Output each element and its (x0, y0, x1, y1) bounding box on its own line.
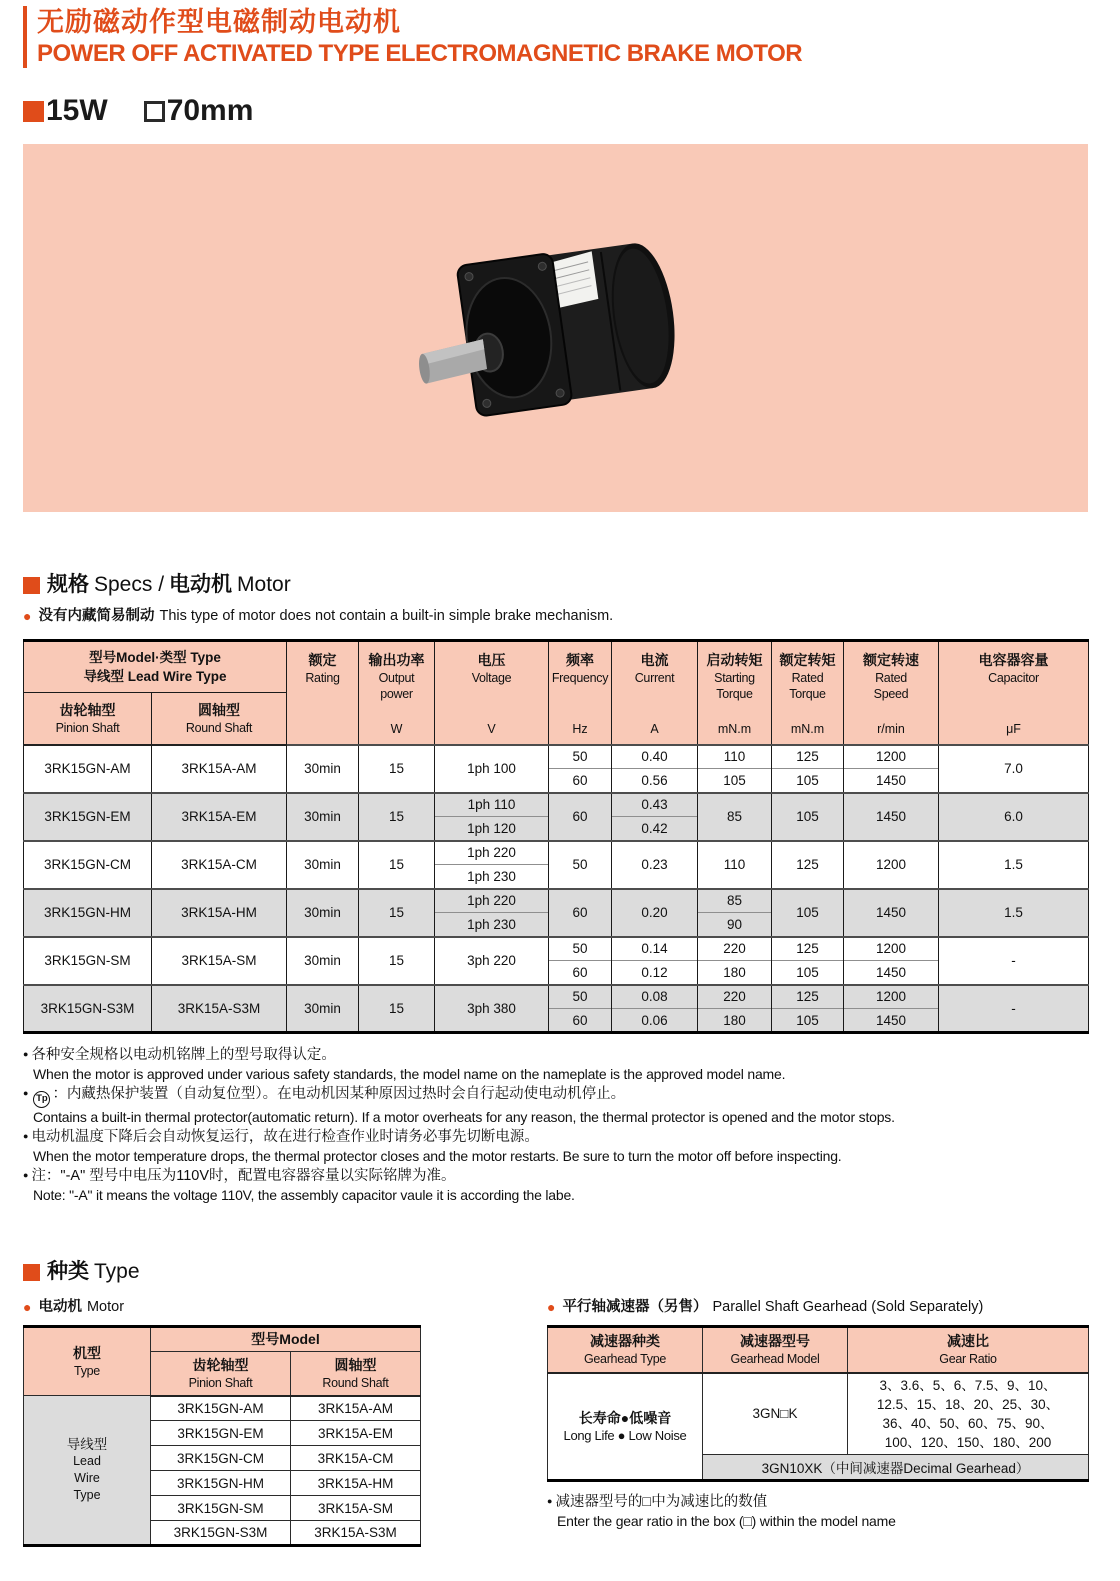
spec-cell: 30min (287, 793, 359, 841)
spec-cell: 1ph 110 (435, 793, 549, 817)
spec-cell: 105 (772, 769, 844, 793)
header-content (361, 644, 432, 742)
gearhead-column-header (548, 1327, 703, 1373)
header-zh: 电压 (477, 651, 506, 668)
spec-cell: 1200 (844, 985, 939, 1009)
spec-row (24, 793, 1089, 817)
motor-bullet-en: Motor (86, 1299, 125, 1315)
spec-cell: 1200 (844, 841, 939, 889)
spec-cell: 50 (549, 937, 612, 961)
wattage-label: 15W (46, 94, 108, 127)
note-line-en: Note: "-A" it means the voltage 110V, the assembly capacitor vaule it is according the labe. (33, 1187, 575, 1203)
header-en: Rated (791, 670, 824, 685)
spec-cell: 3RK15A-CM (152, 841, 287, 889)
spec-cell: 0.43 (612, 793, 698, 817)
spec-row (24, 985, 1089, 1009)
spec-cell: 1ph 220 (435, 889, 549, 913)
header-en: Torque (789, 686, 826, 701)
header-content (614, 644, 695, 742)
spec-column-header (287, 641, 359, 745)
header-en: Rating (305, 670, 340, 685)
motor-spec-table (23, 639, 1089, 1034)
spec-cell: 1450 (844, 769, 939, 793)
spec-cell: 3RK15GN-AM (24, 745, 152, 793)
header-en: power (380, 686, 413, 701)
page-title-en: POWER OFF ACTIVATED TYPE ELECTROMAGNETIC BRAKE MOTOR (37, 40, 803, 67)
header-unit: mN.m (717, 721, 752, 736)
header-zh: 电流 (640, 651, 669, 668)
spec-cell: 3RK15A-AM (152, 745, 287, 793)
spec-cell: 1200 (844, 745, 939, 769)
specs-heading-en: Specs / (94, 573, 165, 596)
bullet-dot-icon: ● (23, 1170, 29, 1180)
spec-cell: 110 (698, 745, 772, 769)
spec-column-header (844, 641, 939, 745)
spec-cell: 15 (359, 985, 435, 1033)
spec-cell: 1ph 230 (435, 913, 549, 937)
note-line-en: When the motor is approved under various safety standards, the model name on the nameplate is the approved model name. (33, 1066, 786, 1082)
header-unit: A (650, 721, 659, 736)
header-unit: V (487, 721, 496, 736)
spec-cell: 0.08 (612, 985, 698, 1009)
note-line-en: Enter the gear ratio in the box (□) within the model name (557, 1512, 896, 1529)
spec-cell: 0.20 (612, 889, 698, 937)
model-cell: 3RK15A-EM (291, 1421, 421, 1446)
specs-bullet-en: This type of motor does not contain a built-in simple brake mechanism. (159, 608, 614, 624)
header-content (941, 644, 1086, 742)
gear-ratio-cell (848, 1373, 1089, 1455)
specs-heading-en2: Motor (237, 573, 291, 596)
model-cell: 3RK15GN-EM (151, 1421, 291, 1446)
note-line-zh: ● 各种安全规格以电动机铭牌上的型号取得认定。 (23, 1047, 336, 1063)
header-zh: 频率 (566, 651, 594, 668)
model-cell: 3RK15GN-SM (151, 1496, 291, 1521)
spec-cell: 50 (549, 985, 612, 1009)
spec-cell: 125 (772, 937, 844, 961)
spec-cell: 1450 (844, 889, 939, 937)
spec-cell: 60 (549, 769, 612, 793)
spec-row (24, 745, 1089, 769)
spec-cell: - (939, 937, 1089, 985)
spec-cell: 60 (549, 793, 612, 841)
header-en: Gearhead Model (730, 1352, 820, 1367)
gearhead-column-header (703, 1327, 848, 1373)
spec-cell: 85 (698, 793, 772, 841)
header-en: Frequency (551, 670, 609, 685)
spec-cell: 3RK15GN-SM (24, 937, 152, 985)
spec-column-header (435, 641, 549, 745)
gearhead-type-cell (548, 1373, 703, 1481)
spec-cell: 1ph 100 (435, 745, 549, 793)
model-cell: 3RK15GN-HM (151, 1471, 291, 1496)
header-content (700, 644, 769, 742)
types-section (23, 1289, 1088, 1547)
bullet-dot-icon: ● (23, 1131, 29, 1141)
header-unit: r/min (877, 721, 905, 736)
product-banner (23, 144, 1088, 512)
bullet-dot-icon: ● (23, 1049, 29, 1059)
lead-en: Wire (74, 1471, 100, 1485)
bullet-dot-icon: ● (547, 1495, 553, 1506)
header-zh: 圆轴型 (334, 1356, 377, 1373)
spec-cell: 1ph 120 (435, 817, 549, 841)
header-en: Rated (875, 670, 907, 685)
specs-bullet-zh: 没有内藏简易制动 (38, 608, 155, 624)
size-line (23, 94, 1088, 128)
model-type-header (24, 641, 287, 693)
header-zh: 机型 (73, 1345, 101, 1361)
spec-cell: 0.23 (612, 841, 698, 889)
spec-cell: 3RK15A-SM (152, 937, 287, 985)
header-content (846, 644, 936, 742)
model-cell: 3RK15GN-S3M (151, 1521, 291, 1546)
specs-bullet-line (23, 607, 1088, 626)
header-zh: 输出功率 (368, 651, 425, 668)
header-en: Current (634, 670, 675, 685)
filled-square-icon (23, 101, 44, 122)
gear-ratio-line: 3、3.6、5、6、7.5、9、10、 (879, 1377, 1057, 1393)
gearhead-column-header (848, 1327, 1089, 1373)
spec-column-header (612, 641, 698, 745)
spec-cell: 1200 (844, 937, 939, 961)
header-zh: 减速器种类 (590, 1333, 660, 1350)
spec-cell: 60 (549, 889, 612, 937)
model-cell: 3RK15GN-AM (151, 1396, 291, 1421)
header-en: Starting (714, 670, 755, 685)
model-row (24, 1396, 421, 1421)
motor-type-table (23, 1325, 421, 1547)
note-line-en: When the motor temperature drops, the thermal protector closes and the motor restarts. Be sure to turn the motor off before inspecting. (33, 1148, 842, 1164)
frame-size-label: 70mm (166, 94, 254, 127)
note-line-zh: ● 减速器型号的□中为减速比的数值 (547, 1493, 768, 1510)
spec-cell: 180 (698, 1009, 772, 1033)
spec-cell: 90 (698, 913, 772, 937)
spec-cell: 105 (772, 889, 844, 937)
model-cell: 3RK15A-CM (291, 1446, 421, 1471)
spec-cell: 220 (698, 985, 772, 1009)
spec-cell: 3RK15A-S3M (152, 985, 287, 1033)
spec-row (24, 937, 1089, 961)
spec-row (24, 841, 1089, 865)
header-zh: 齿轮轴型 (192, 1356, 249, 1373)
spec-cell: 30min (287, 841, 359, 889)
model-cell: 3RK15A-HM (291, 1471, 421, 1496)
spec-cell: 30min (287, 745, 359, 793)
model-header-line: 型号Model·类型 Type (89, 650, 221, 665)
header-en: Pinion Shaft (188, 1375, 253, 1390)
machine-type-header (24, 1327, 151, 1396)
gearhead-note (547, 1492, 1088, 1531)
header-zh: 电容器容量 (978, 651, 1049, 668)
spec-cell: - (939, 985, 1089, 1033)
spec-cell: 125 (772, 985, 844, 1009)
lead-wire-type-cell (24, 1396, 151, 1546)
spec-cell: 180 (698, 961, 772, 985)
gearhead-type-en: Long Life ● Low Noise (563, 1427, 687, 1443)
header-en: Type (74, 1364, 100, 1378)
gearhead-bullet-en: Parallel Shaft Gearhead (Sold Separately) (712, 1299, 984, 1315)
header-en: Torque (716, 686, 753, 701)
frame-square-icon (144, 101, 165, 122)
gearhead-row (548, 1373, 1089, 1455)
round-shaft-header (152, 693, 287, 745)
header-content (551, 644, 609, 742)
header-zh: 额定转矩 (779, 651, 836, 668)
page-header (23, 6, 1088, 68)
header-unit: Hz (572, 721, 588, 736)
spec-cell: 15 (359, 745, 435, 793)
gear-ratio-line: 100、120、150、180、200 (884, 1434, 1052, 1450)
spec-column-header (549, 641, 612, 745)
spec-cell: 30min (287, 985, 359, 1033)
note-line-zh: ● 电动机温度下降后会自动恢复运行，故在进行检查作业时请务必事先切断电源。 (23, 1129, 539, 1145)
page-title-zh: 无励磁动作型电磁制动电动机 (37, 7, 401, 37)
spec-cell: 1450 (844, 1009, 939, 1033)
header-en: Round Shaft (185, 720, 253, 735)
spec-cell: 50 (549, 745, 612, 769)
model-cell: 3RK15GN-CM (151, 1446, 291, 1471)
gearhead-bullet-line (547, 1298, 1088, 1317)
header-en: Output (378, 670, 415, 685)
note-line-zh: ● Tp ：内藏热保护装置（自动复位型）。在电动机因某种原因过热时会自行起动使电动机停止。 (23, 1084, 1088, 1108)
spec-cell: 3ph 220 (435, 937, 549, 985)
lead-en: Type (73, 1488, 101, 1502)
motor-photo (406, 213, 706, 443)
model-cell: 3RK15A-SM (291, 1496, 421, 1521)
spec-cell: 220 (698, 937, 772, 961)
spec-cell: 15 (359, 889, 435, 937)
spec-cell: 1450 (844, 793, 939, 841)
model-header-line: 导线型 Lead Wire Type (83, 669, 227, 684)
lead-zh: 导线型 (66, 1437, 108, 1452)
section-square-icon (23, 1264, 40, 1281)
spec-cell: 1.5 (939, 841, 1089, 889)
spec-cell: 3RK15GN-EM (24, 793, 152, 841)
header-unit: W (390, 721, 403, 736)
spec-column-header (698, 641, 772, 745)
header-en: Speed (873, 686, 909, 701)
header-content (774, 644, 841, 742)
spec-cell: 1450 (844, 961, 939, 985)
spec-cell: 0.12 (612, 961, 698, 985)
header-unit: mN.m (790, 721, 825, 736)
spec-cell: 125 (772, 841, 844, 889)
spec-cell: 6.0 (939, 793, 1089, 841)
spec-cell: 15 (359, 841, 435, 889)
model-cell: 3RK15A-AM (291, 1396, 421, 1421)
spec-cell: 60 (549, 961, 612, 985)
spec-cell: 30min (287, 937, 359, 985)
header-zh: 额定转速 (863, 651, 919, 668)
header-content (437, 644, 546, 742)
spec-cell: 15 (359, 793, 435, 841)
spec-cell: 0.06 (612, 1009, 698, 1033)
spec-column-header (772, 641, 844, 745)
gear-ratio-line: 36、40、50、60、75、90、 (882, 1415, 1054, 1431)
spec-cell: 0.56 (612, 769, 698, 793)
gearhead-block (547, 1289, 1088, 1547)
spec-cell: 3RK15GN-S3M (24, 985, 152, 1033)
spec-cell: 3RK15GN-HM (24, 889, 152, 937)
gearhead-type-zh: 长寿命●低噪音 (578, 1409, 672, 1426)
header-en: Round Shaft (322, 1375, 389, 1390)
header-zh: 减速比 (947, 1333, 989, 1350)
spec-column-header (939, 641, 1089, 745)
lead-en: Lead (73, 1454, 101, 1468)
spec-cell: 3RK15A-EM (152, 793, 287, 841)
note-line-en: Contains a built-in thermal protector(automatic return). If a motor overheats for any reason, the thermal protector is opened and the motor stops. (33, 1109, 895, 1125)
header-en: Gear Ratio (939, 1352, 997, 1367)
spec-cell: 105 (772, 793, 844, 841)
header-en: Capacitor (988, 670, 1039, 685)
motor-bullet-zh: 电动机 (38, 1299, 82, 1315)
header-zh: 圆轴型 (198, 701, 240, 718)
spec-cell: 1ph 220 (435, 841, 549, 865)
gearhead-table (547, 1325, 1089, 1482)
spec-cell: 3ph 380 (435, 985, 549, 1033)
header-zh: 减速器型号 (740, 1333, 810, 1350)
bullet-icon: ● (547, 1299, 556, 1315)
pinion-shaft-header (151, 1352, 291, 1396)
spec-column-header (359, 641, 435, 745)
spec-cell: 0.42 (612, 817, 698, 841)
spec-cell: 125 (772, 745, 844, 769)
note-line-zh: ● 注："-A" 型号中电压为110V时，配置电容器容量以实际铭牌为准。 (23, 1168, 456, 1184)
motor-bullet-line (23, 1298, 420, 1317)
catalog-page (23, 0, 1088, 1547)
motor-type-block (23, 1289, 420, 1547)
spec-cell: 0.40 (612, 745, 698, 769)
spec-cell: 30min (287, 889, 359, 937)
header-zh: 启动转矩 (706, 651, 763, 668)
spec-cell: 105 (772, 961, 844, 985)
types-heading-zh: 种类 (47, 1260, 89, 1283)
spec-cell: 105 (772, 1009, 844, 1033)
spec-cell: 1ph 230 (435, 865, 549, 889)
model-cell: 3RK15A-S3M (291, 1521, 421, 1546)
spec-cell: 1.5 (939, 889, 1089, 937)
bullet-icon: ● (23, 608, 32, 624)
spec-cell: 15 (359, 937, 435, 985)
gearhead-bullet-zh: 平行轴减速器（另售） (562, 1299, 708, 1315)
header-zh: 齿轮轴型 (59, 701, 116, 718)
header-en: Voltage (471, 670, 512, 685)
gearhead-model-cell: 3GN□K (703, 1373, 848, 1455)
spec-cell: 50 (549, 841, 612, 889)
header-unit: μF (1006, 721, 1021, 736)
header-en: Pinion Shaft (55, 720, 120, 735)
header-zh: 型号Model (251, 1331, 320, 1347)
spec-row (24, 889, 1089, 913)
header-content (289, 644, 356, 742)
spec-cell: 0.14 (612, 937, 698, 961)
spec-cell: 7.0 (939, 745, 1089, 793)
spec-cell: 3RK15GN-CM (24, 841, 152, 889)
spec-notes (23, 1045, 1088, 1205)
specs-heading-zh: 规格 (47, 573, 89, 596)
pinion-shaft-header (24, 693, 152, 745)
header-en: Gearhead Type (583, 1352, 667, 1367)
gear-ratio-line: 12.5、15、18、20、25、30、 (876, 1396, 1060, 1412)
bullet-icon: ● (23, 1299, 32, 1315)
specs-heading (23, 572, 1088, 598)
spec-cell: 60 (549, 1009, 612, 1033)
types-heading (23, 1259, 1088, 1285)
specs-heading-zh2: 电动机 (169, 573, 233, 596)
spec-cell: 3RK15A-HM (152, 889, 287, 937)
round-shaft-header (291, 1352, 421, 1396)
types-heading-en: Type (94, 1260, 140, 1283)
thermal-protector-icon: Tp (33, 1091, 50, 1108)
spec-cell: 105 (698, 769, 772, 793)
section-square-icon (23, 577, 40, 594)
model-header (151, 1327, 421, 1352)
spec-cell: 85 (698, 889, 772, 913)
spec-cell: 110 (698, 841, 772, 889)
bullet-dot-icon: ● (23, 1088, 29, 1098)
decimal-gearhead-cell: 3GN10XK（中间减速器Decimal Gearhead） (703, 1454, 1089, 1480)
header-zh: 额定 (308, 651, 337, 668)
